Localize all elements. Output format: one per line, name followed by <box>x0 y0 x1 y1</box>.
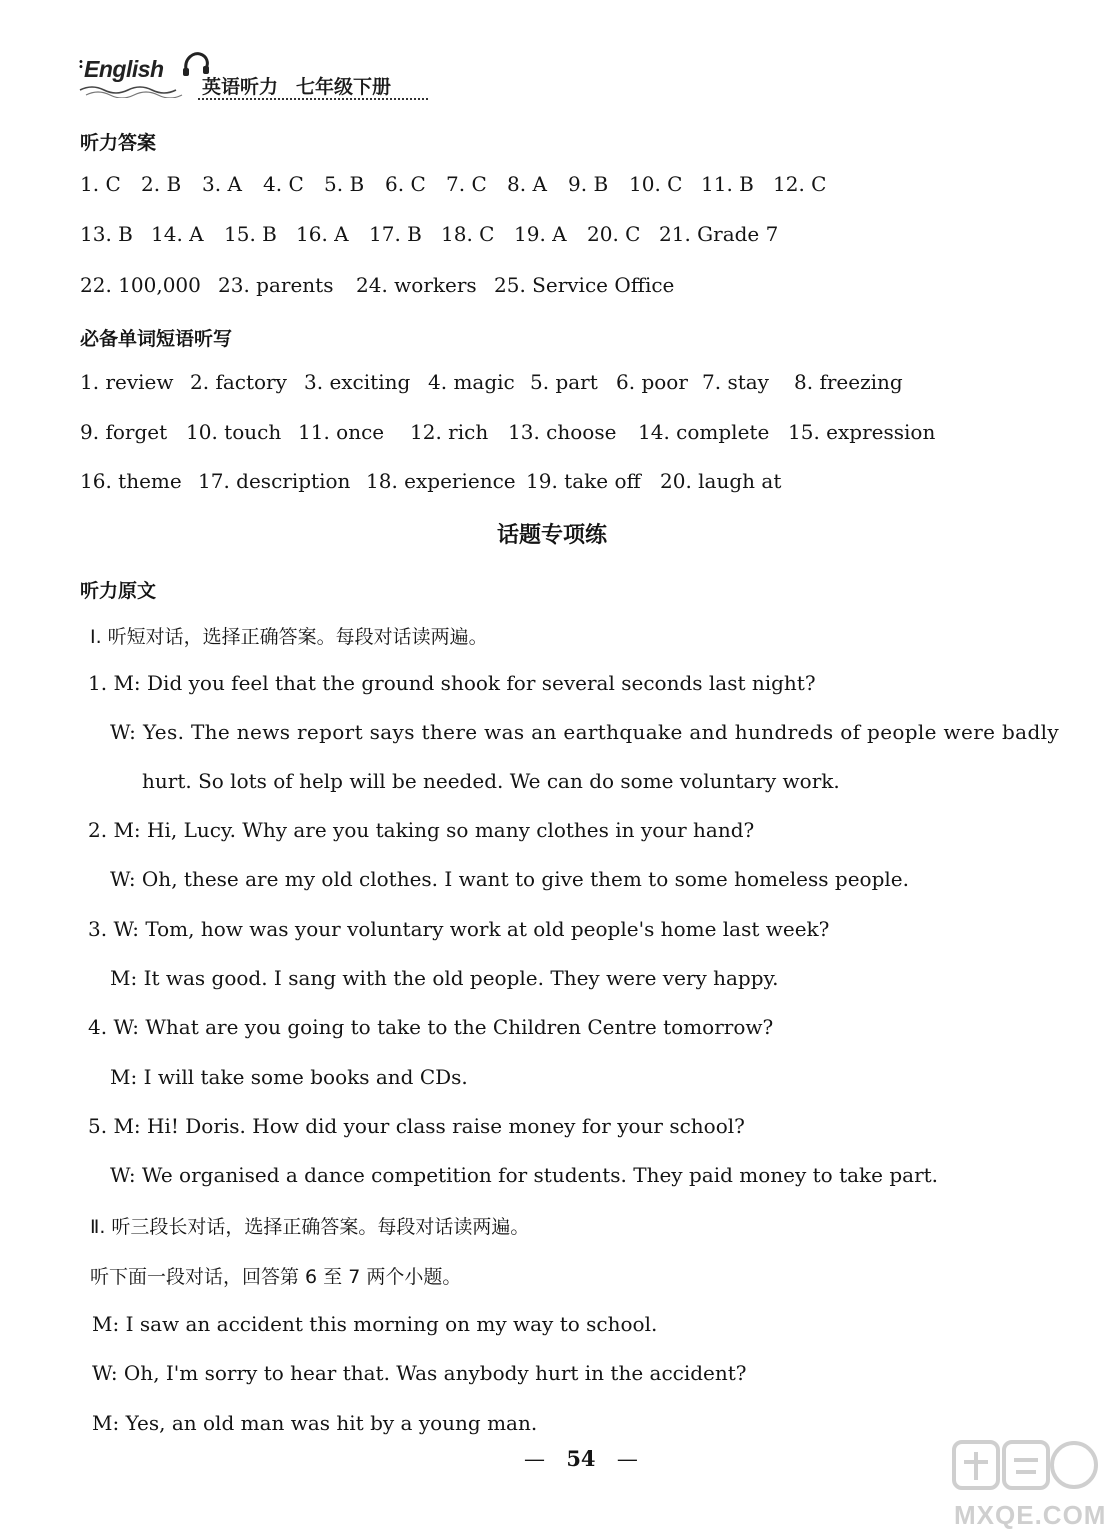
answer-item: 21. Grade 7 <box>659 222 779 246</box>
dialogue-line: M: I saw an accident this morning on my way to school. <box>92 1312 658 1336</box>
dialogue-line: W: Oh, I'm sorry to hear that. Was anybody hurt in the accident? <box>92 1361 747 1385</box>
answer-item: 15. B <box>224 222 277 246</box>
section-title-answers: 听力答案 <box>80 132 157 154</box>
word-item: 12. rich <box>410 420 489 444</box>
dialogue-line: 4. W: What are you going to take to the Children Centre tomorrow? <box>88 1015 774 1039</box>
word-item: 5. part <box>530 370 598 394</box>
word-item: 13. choose <box>508 420 617 444</box>
word-item: 8. freezing <box>794 370 903 394</box>
word-item: 17. description <box>198 469 351 493</box>
logo-dots-icon: : <box>78 53 84 72</box>
answer-item: 23. parents <box>218 273 334 297</box>
answer-item: 13. B <box>80 222 133 246</box>
answer-row-2 <box>80 222 778 246</box>
watermark-text: MXQE.COM <box>954 1500 1107 1530</box>
word-item: 18. experience <box>366 469 516 493</box>
word-item: 3. exciting <box>304 370 411 394</box>
word-item: 2. factory <box>190 370 287 394</box>
watermark-icon <box>950 1432 1100 1502</box>
dialogue-line: 1. M: Did you feel that the ground shook for several seconds last night? <box>88 671 816 695</box>
dialogue-line: 3. W: Tom, how was your voluntary work at old people's home last week? <box>88 917 830 941</box>
word-item: 14. complete <box>638 420 770 444</box>
dialogue-line: hurt. So lots of help will be needed. We can do some voluntary work. <box>142 769 840 793</box>
answer-item: 12. C <box>773 172 827 196</box>
answer-item: 4. C <box>263 172 304 196</box>
answer-item: 7. C <box>446 172 487 196</box>
answer-item: 17. B <box>369 222 422 246</box>
watermark-logo <box>950 1432 1110 1532</box>
header-title <box>202 72 391 99</box>
word-item: 11. once <box>298 420 385 444</box>
answer-item: 25. Service Office <box>494 273 675 297</box>
wave-icon <box>78 84 188 98</box>
section-title-transcript: 听力原文 <box>80 580 157 602</box>
word-item: 1. review <box>80 370 174 394</box>
answer-item: 14. A <box>151 222 204 246</box>
answer-item: 22. 100,000 <box>80 273 201 297</box>
word-item: 7. stay <box>702 370 769 394</box>
word-item: 10. touch <box>186 420 282 444</box>
answer-item: 16. A <box>296 222 349 246</box>
dialogue-line: 2. M: Hi, Lucy. Why are you taking so many clothes in your hand? <box>88 818 755 842</box>
dictation-row-2 <box>80 420 935 444</box>
dialogue-line: M: I will take some books and CDs. <box>110 1065 468 1089</box>
word-item: 4. magic <box>428 370 515 394</box>
page-dash-left: — <box>524 1447 545 1471</box>
answer-row-1 <box>80 172 845 196</box>
header-divider <box>198 98 428 100</box>
word-item: 6. poor <box>616 370 688 394</box>
section-title-dictation: 必备单词短语听写 <box>80 328 233 350</box>
answer-item: 3. A <box>202 172 242 196</box>
word-item: 9. forget <box>80 420 168 444</box>
page-number-value: 54 <box>566 1446 596 1471</box>
answer-item: 6. C <box>385 172 426 196</box>
grade-label: 七年级下册 <box>296 76 392 98</box>
word-item: 15. expression <box>788 420 936 444</box>
dialogue-line: W: Yes. The news report says there was an earthquake and hundreds of people were badly <box>110 720 1059 744</box>
answer-item: 18. C <box>441 222 495 246</box>
english-logo: English <box>84 56 164 82</box>
page-header <box>78 50 438 102</box>
answer-item: 19. A <box>514 222 567 246</box>
answer-item: 20. C <box>587 222 641 246</box>
page-dash-right: — <box>616 1447 638 1471</box>
word-item: 20. laugh at <box>660 469 782 493</box>
dialogue-line: 5. M: Hi! Doris. How did your class raise money for your school? <box>88 1114 745 1138</box>
answer-item: 8. A <box>507 172 547 196</box>
answer-item: 5. B <box>324 172 365 196</box>
topic-title: 话题专项练 <box>497 523 608 548</box>
answer-item: 24. workers <box>356 273 477 297</box>
answer-item: 9. B <box>568 172 609 196</box>
part2-instruction: Ⅱ. 听三段长对话，选择正确答案。每段对话读两遍。 <box>90 1216 530 1238</box>
dialogue-line: W: Oh, these are my old clothes. I want to give them to some homeless people. <box>110 867 909 891</box>
dialogue-line: W: We organised a dance competition for students. They paid money to take part. <box>110 1163 939 1187</box>
dictation-row-1 <box>80 370 903 394</box>
answer-row-3 <box>80 273 674 297</box>
subject-label: 英语听力 <box>202 76 279 98</box>
answer-item: 2. B <box>141 172 182 196</box>
page-number <box>524 1446 638 1471</box>
part2-subinstruction: 听下面一段对话，回答第 6 至 7 两个小题。 <box>90 1266 462 1288</box>
answer-item: 10. C <box>629 172 683 196</box>
answer-item: 11. B <box>701 172 754 196</box>
part1-instruction: Ⅰ. 听短对话，选择正确答案。每段对话读两遍。 <box>90 626 488 648</box>
word-item: 19. take off <box>526 469 641 493</box>
dialogue-line: M: Yes, an old man was hit by a young man. <box>92 1411 538 1435</box>
answer-item: 1. C <box>80 172 121 196</box>
word-item: 16. theme <box>80 469 182 493</box>
dictation-row-3 <box>80 469 781 493</box>
dialogue-line: M: It was good. I sang with the old people. They were very happy. <box>110 966 779 990</box>
